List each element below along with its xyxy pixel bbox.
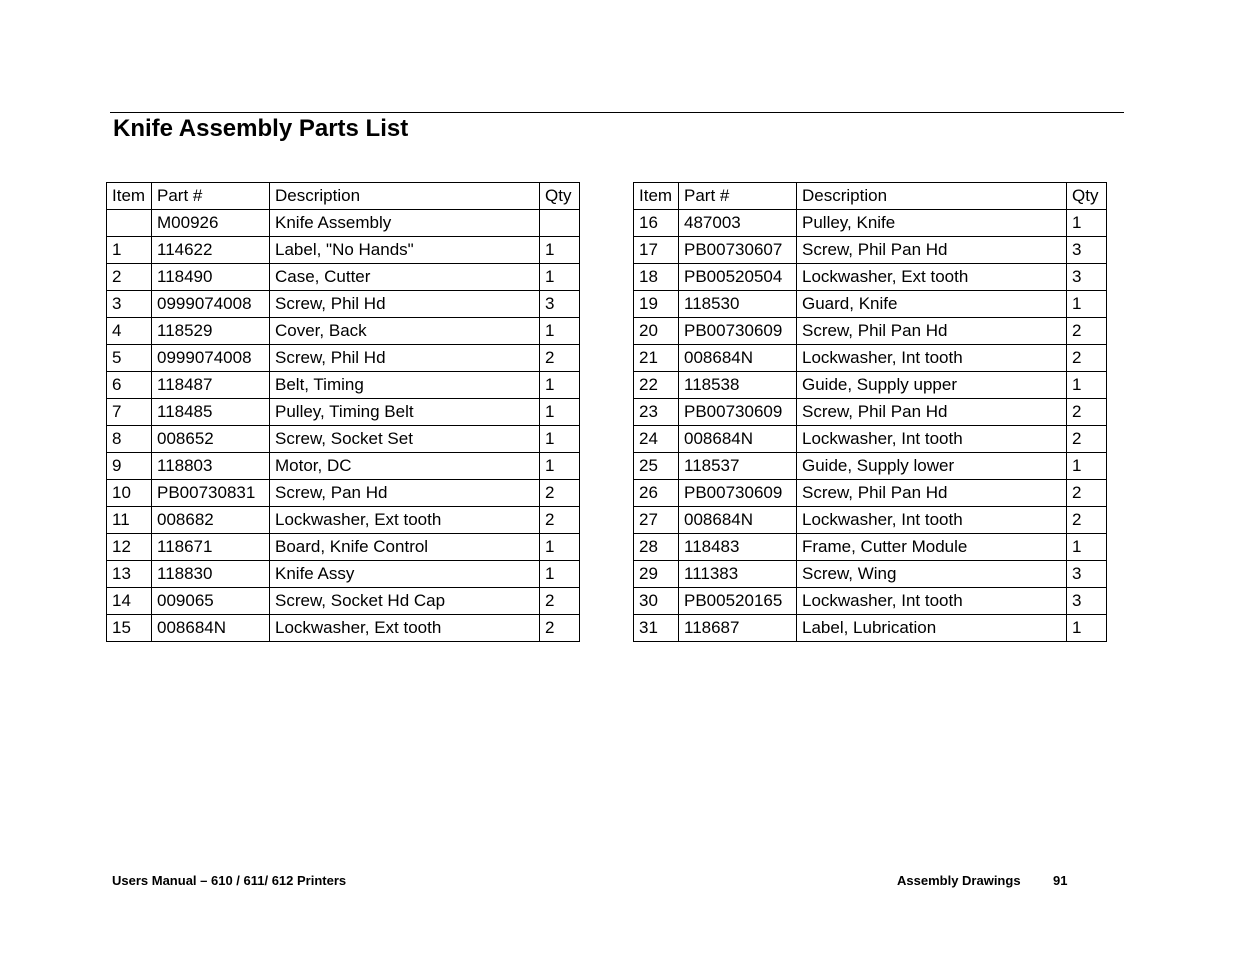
cell-part-number: PB00730831 xyxy=(152,480,270,507)
cell-description: Lockwasher, Ext tooth xyxy=(270,507,540,534)
cell-qty: 1 xyxy=(1067,372,1107,399)
cell-qty: 1 xyxy=(540,453,580,480)
cell-part-number: 118485 xyxy=(152,399,270,426)
cell-part-number: 008684N xyxy=(679,507,797,534)
cell-item: 9 xyxy=(107,453,152,480)
cell-part-number: 487003 xyxy=(679,210,797,237)
parts-table-left xyxy=(106,182,580,642)
cell-qty: 1 xyxy=(540,534,580,561)
cell-item: 27 xyxy=(634,507,679,534)
cell-qty: 2 xyxy=(540,345,580,372)
table-row xyxy=(634,345,1107,372)
cell-qty: 1 xyxy=(540,561,580,588)
table-header-row xyxy=(107,183,580,210)
cell-item: 16 xyxy=(634,210,679,237)
header-qty: Qty xyxy=(1067,183,1107,210)
cell-item: 13 xyxy=(107,561,152,588)
table-row xyxy=(107,237,580,264)
cell-qty: 1 xyxy=(540,426,580,453)
cell-part-number: 118830 xyxy=(152,561,270,588)
cell-part-number: PB00730609 xyxy=(679,318,797,345)
table-row xyxy=(634,615,1107,642)
cell-description: Label, Lubrication xyxy=(797,615,1067,642)
table-row xyxy=(107,264,580,291)
cell-description: Lockwasher, Int tooth xyxy=(797,345,1067,372)
table-row xyxy=(107,480,580,507)
table-row xyxy=(634,399,1107,426)
cell-item: 31 xyxy=(634,615,679,642)
cell-qty: 1 xyxy=(540,399,580,426)
cell-qty: 2 xyxy=(540,480,580,507)
table-row xyxy=(634,237,1107,264)
cell-qty: 3 xyxy=(1067,561,1107,588)
cell-qty: 2 xyxy=(540,507,580,534)
parts-table-right xyxy=(633,182,1107,642)
cell-item: 4 xyxy=(107,318,152,345)
cell-description: Guide, Supply upper xyxy=(797,372,1067,399)
footer-page-number: 91 xyxy=(1053,873,1068,888)
table-row xyxy=(107,372,580,399)
cell-description: Lockwasher, Int tooth xyxy=(797,426,1067,453)
cell-description: Lockwasher, Ext tooth xyxy=(797,264,1067,291)
table-row xyxy=(107,534,580,561)
table-row xyxy=(634,210,1107,237)
cell-item: 29 xyxy=(634,561,679,588)
cell-item: 30 xyxy=(634,588,679,615)
table-row xyxy=(634,426,1107,453)
table-header-row xyxy=(634,183,1107,210)
cell-item: 1 xyxy=(107,237,152,264)
cell-description: Screw, Phil Pan Hd xyxy=(797,237,1067,264)
cell-item: 21 xyxy=(634,345,679,372)
cell-item: 5 xyxy=(107,345,152,372)
cell-item: 10 xyxy=(107,480,152,507)
header-item: Item xyxy=(634,183,679,210)
table-row xyxy=(634,507,1107,534)
cell-item: 8 xyxy=(107,426,152,453)
cell-description: Label, "No Hands" xyxy=(270,237,540,264)
cell-qty: 2 xyxy=(540,615,580,642)
cell-description: Screw, Phil Pan Hd xyxy=(797,318,1067,345)
cell-description: Board, Knife Control xyxy=(270,534,540,561)
table-row xyxy=(634,372,1107,399)
cell-qty: 1 xyxy=(1067,453,1107,480)
table-row xyxy=(107,318,580,345)
cell-item: 20 xyxy=(634,318,679,345)
table-row xyxy=(107,615,580,642)
footer-section-name: Assembly Drawings xyxy=(897,873,1021,888)
cell-part-number: 118687 xyxy=(679,615,797,642)
cell-description: Motor, DC xyxy=(270,453,540,480)
cell-item: 12 xyxy=(107,534,152,561)
table-row xyxy=(107,507,580,534)
cell-description: Lockwasher, Ext tooth xyxy=(270,615,540,642)
cell-part-number: 008682 xyxy=(152,507,270,534)
table-row xyxy=(107,210,580,237)
cell-part-number: 114622 xyxy=(152,237,270,264)
cell-description: Screw, Phil Hd xyxy=(270,291,540,318)
cell-qty: 1 xyxy=(540,318,580,345)
table-row xyxy=(107,588,580,615)
cell-part-number: PB00730609 xyxy=(679,399,797,426)
cell-qty: 2 xyxy=(1067,507,1107,534)
table-row xyxy=(634,291,1107,318)
cell-part-number: 008684N xyxy=(679,345,797,372)
cell-description: Knife Assy xyxy=(270,561,540,588)
cell-qty: 1 xyxy=(540,372,580,399)
table-row xyxy=(107,345,580,372)
cell-description: Screw, Socket Set xyxy=(270,426,540,453)
cell-part-number: 008684N xyxy=(679,426,797,453)
cell-item: 7 xyxy=(107,399,152,426)
cell-qty: 2 xyxy=(1067,399,1107,426)
cell-qty: 1 xyxy=(540,264,580,291)
table-row xyxy=(634,453,1107,480)
cell-part-number: 118483 xyxy=(679,534,797,561)
cell-description: Cover, Back xyxy=(270,318,540,345)
cell-description: Screw, Phil Pan Hd xyxy=(797,399,1067,426)
table-row xyxy=(107,291,580,318)
cell-qty: 1 xyxy=(1067,615,1107,642)
cell-part-number: PB00520165 xyxy=(679,588,797,615)
table-row xyxy=(634,264,1107,291)
footer-manual-title: Users Manual – 610 / 611/ 612 Printers xyxy=(112,873,347,888)
cell-item: 2 xyxy=(107,264,152,291)
cell-qty: 2 xyxy=(1067,426,1107,453)
table-row xyxy=(107,426,580,453)
header-description: Description xyxy=(270,183,540,210)
cell-qty: 1 xyxy=(540,237,580,264)
cell-part-number: 118487 xyxy=(152,372,270,399)
cell-item: 18 xyxy=(634,264,679,291)
cell-part-number: 118803 xyxy=(152,453,270,480)
cell-item: 14 xyxy=(107,588,152,615)
cell-item: 6 xyxy=(107,372,152,399)
cell-item: 15 xyxy=(107,615,152,642)
table-row xyxy=(107,561,580,588)
cell-qty: 2 xyxy=(1067,345,1107,372)
cell-part-number: 118537 xyxy=(679,453,797,480)
table-row xyxy=(107,453,580,480)
cell-part-number: 118538 xyxy=(679,372,797,399)
cell-qty xyxy=(540,210,580,237)
cell-item: 23 xyxy=(634,399,679,426)
header-qty: Qty xyxy=(540,183,580,210)
header-part-number: Part # xyxy=(152,183,270,210)
cell-description: Pulley, Timing Belt xyxy=(270,399,540,426)
cell-qty: 1 xyxy=(1067,210,1107,237)
cell-item: 3 xyxy=(107,291,152,318)
header-part-number: Part # xyxy=(679,183,797,210)
cell-part-number: PB00730607 xyxy=(679,237,797,264)
cell-part-number: PB00520504 xyxy=(679,264,797,291)
cell-part-number: 0999074008 xyxy=(152,345,270,372)
cell-item: 19 xyxy=(634,291,679,318)
cell-qty: 3 xyxy=(540,291,580,318)
cell-item: 11 xyxy=(107,507,152,534)
cell-part-number: 008652 xyxy=(152,426,270,453)
cell-description: Lockwasher, Int tooth xyxy=(797,588,1067,615)
cell-item: 28 xyxy=(634,534,679,561)
title-rule xyxy=(110,112,1124,113)
cell-part-number: 118671 xyxy=(152,534,270,561)
cell-qty: 2 xyxy=(1067,318,1107,345)
cell-qty: 1 xyxy=(1067,534,1107,561)
cell-part-number: 008684N xyxy=(152,615,270,642)
cell-description: Knife Assembly xyxy=(270,210,540,237)
cell-item: 17 xyxy=(634,237,679,264)
cell-description: Guide, Supply lower xyxy=(797,453,1067,480)
cell-description: Screw, Socket Hd Cap xyxy=(270,588,540,615)
cell-part-number: 009065 xyxy=(152,588,270,615)
cell-item: 26 xyxy=(634,480,679,507)
cell-description: Guard, Knife xyxy=(797,291,1067,318)
cell-part-number: 118529 xyxy=(152,318,270,345)
table-row xyxy=(634,588,1107,615)
cell-description: Pulley, Knife xyxy=(797,210,1067,237)
cell-part-number: 118530 xyxy=(679,291,797,318)
cell-part-number: 111383 xyxy=(679,561,797,588)
table-row xyxy=(107,399,580,426)
cell-description: Case, Cutter xyxy=(270,264,540,291)
cell-qty: 2 xyxy=(540,588,580,615)
page-title: Knife Assembly Parts List xyxy=(113,115,409,142)
cell-qty: 3 xyxy=(1067,237,1107,264)
cell-qty: 2 xyxy=(1067,480,1107,507)
table-row xyxy=(634,534,1107,561)
table-row xyxy=(634,561,1107,588)
cell-description: Belt, Timing xyxy=(270,372,540,399)
cell-description: Screw, Pan Hd xyxy=(270,480,540,507)
cell-qty: 1 xyxy=(1067,291,1107,318)
cell-item: 22 xyxy=(634,372,679,399)
header-description: Description xyxy=(797,183,1067,210)
cell-description: Lockwasher, Int tooth xyxy=(797,507,1067,534)
table-row xyxy=(634,318,1107,345)
cell-item: 24 xyxy=(634,426,679,453)
cell-description: Screw, Wing xyxy=(797,561,1067,588)
cell-description: Frame, Cutter Module xyxy=(797,534,1067,561)
cell-description: Screw, Phil Hd xyxy=(270,345,540,372)
cell-item xyxy=(107,210,152,237)
cell-qty: 3 xyxy=(1067,588,1107,615)
cell-part-number: PB00730609 xyxy=(679,480,797,507)
cell-part-number: 0999074008 xyxy=(152,291,270,318)
cell-item: 25 xyxy=(634,453,679,480)
cell-description: Screw, Phil Pan Hd xyxy=(797,480,1067,507)
cell-qty: 3 xyxy=(1067,264,1107,291)
header-item: Item xyxy=(107,183,152,210)
cell-part-number: M00926 xyxy=(152,210,270,237)
table-row xyxy=(634,480,1107,507)
cell-part-number: 118490 xyxy=(152,264,270,291)
